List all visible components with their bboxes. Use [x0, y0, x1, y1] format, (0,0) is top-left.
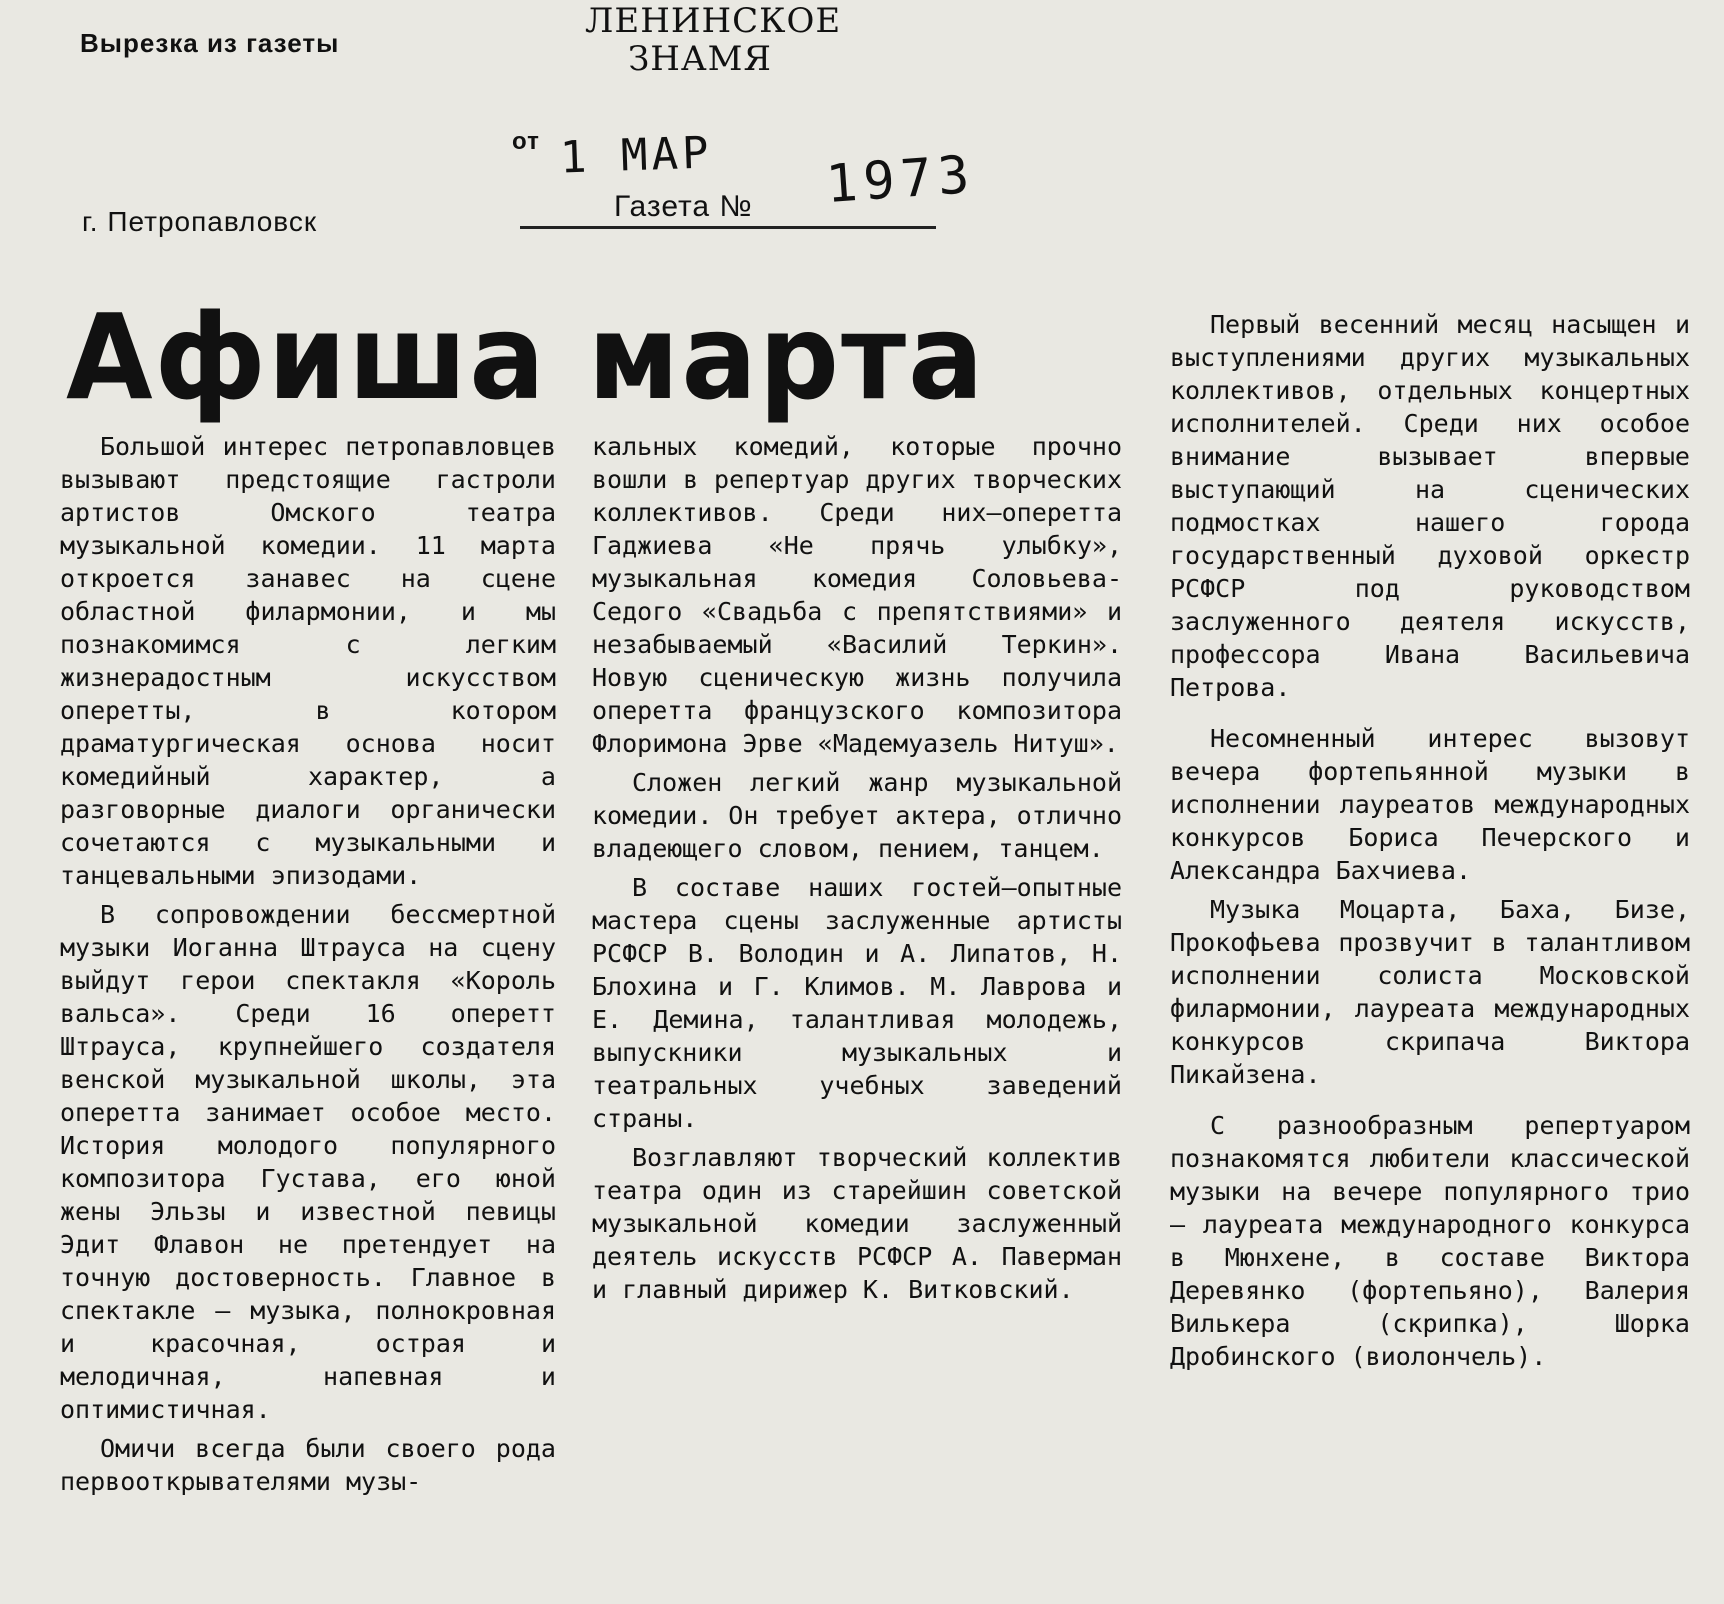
paragraph: С разнообразным репертуаром познакомятся любители классической музыки на вечере популярного трио — лауреата международного конкурса в Мюнхене, в составе Виктора Деревянко (фортепьяно), Валерия Вилькера (скрипка), Шорка Дробинского (виолончель).: [1170, 1111, 1690, 1371]
newspaper-masthead: [585, 1, 842, 79]
date-stamp: 1 МАР: [559, 127, 714, 184]
paragraph: В сопровождении бессмертной музыки Иоганна Штрауса на сцену выйдут герои спектакля «Король вальса». Среди 16 оперетт Штрауса, крупнейшего создателя венской музыкальной школы, эта оперетта занимает особое место. История молодого популярного композитора Густава, его юной жены Эльзы и известной певицы Эдит Флавон не претендует на точную достоверность. Главное в спектакле — музыка, полнокровная и красочная, острая и мелодичная, напевная и оптимистичная.: [60, 900, 556, 1424]
year-stamp: 1973: [824, 144, 978, 216]
paragraph: В составе наших гостей—опытные мастера сцены заслуженные артисты РСФСР В. Володин и А. Липатов, Н. Блохина и Г. Климов. М. Лаврова и Е. Демина, талантливая молодежь, выпускники музыкальных и театральных учебных заведений страны.: [592, 873, 1122, 1133]
article-column-2: [592, 430, 1122, 1306]
article-column-3: [1170, 308, 1690, 1373]
date-prefix: от: [512, 128, 540, 155]
clipping-label: Вырезка из газеты: [80, 28, 340, 58]
paragraph: Большой интерес петропавловцев вызывают предстоящие гастроли артистов Омского театра музыкальной комедии. 11 марта откроется занавес на сцене областной филармонии, и мы познакомимся с легким жизнерадостным искусством оперетты, в котором драматургическая основа носит комедийный характер, а разговорные диалоги органически сочетаются с музыкальными и танцевальными эпизодами.: [60, 432, 556, 890]
city-label: г. Петропавловск: [82, 206, 318, 237]
issue-label: Газета №: [614, 190, 753, 223]
article-column-1: [60, 430, 556, 1498]
paragraph: Несомненный интерес вызовут вечера фортепьянной музыки в исполнении лауреатов международных конкурсов Бориса Печерского и Александра Бахчиева.: [1170, 724, 1690, 885]
masthead-line-2: ЗНАМЯ: [628, 39, 772, 79]
paragraph: Омичи всегда были своего рода первооткрывателями музы-: [60, 1434, 556, 1496]
masthead-line-1: ЛЕНИНСКОЕ: [585, 1, 842, 41]
article-title: Афиша марта: [66, 289, 986, 427]
header-rule: [520, 226, 936, 229]
paragraph: кальных комедий, которые прочно вошли в репертуар других творческих коллективов. Среди них—оперетта Гаджиева «Не прячь улыбку», музыкальная комедия Соловьева-Седого «Свадьба с препятствиями» и незабываемый «Василий Теркин». Новую сценическую жизнь получила оперетта французского композитора Флоримона Эрве «Мадемуазель Нитуш».: [592, 432, 1122, 758]
paragraph: Первый весенний месяц насыщен и выступлениями других музыкальных коллективов, отдельных концертных исполнителей. Среди них особое внимание вызывает впервые выступающий на сценических подмостках нашего города государственный духовой оркестр РСФСР под руководством заслуженного деятеля искусств, профессора Ивана Васильевича Петрова.: [1170, 310, 1690, 702]
paragraph: Сложен легкий жанр музыкальной комедии. Он требует актера, отлично владеющего словом, пением, танцем.: [592, 768, 1122, 863]
paragraph: Музыка Моцарта, Баха, Бизе, Прокофьева прозвучит в талантливом исполнении солиста Московской филармонии, лауреата международных конкурсов скрипача Виктора Пикайзена.: [1170, 895, 1690, 1089]
paragraph: Возглавляют творческий коллектив театра один из старейшин советской музыкальной комедии заслуженный деятель искусств РСФСР А. Паверман и главный дирижер К. Витковский.: [592, 1143, 1122, 1304]
